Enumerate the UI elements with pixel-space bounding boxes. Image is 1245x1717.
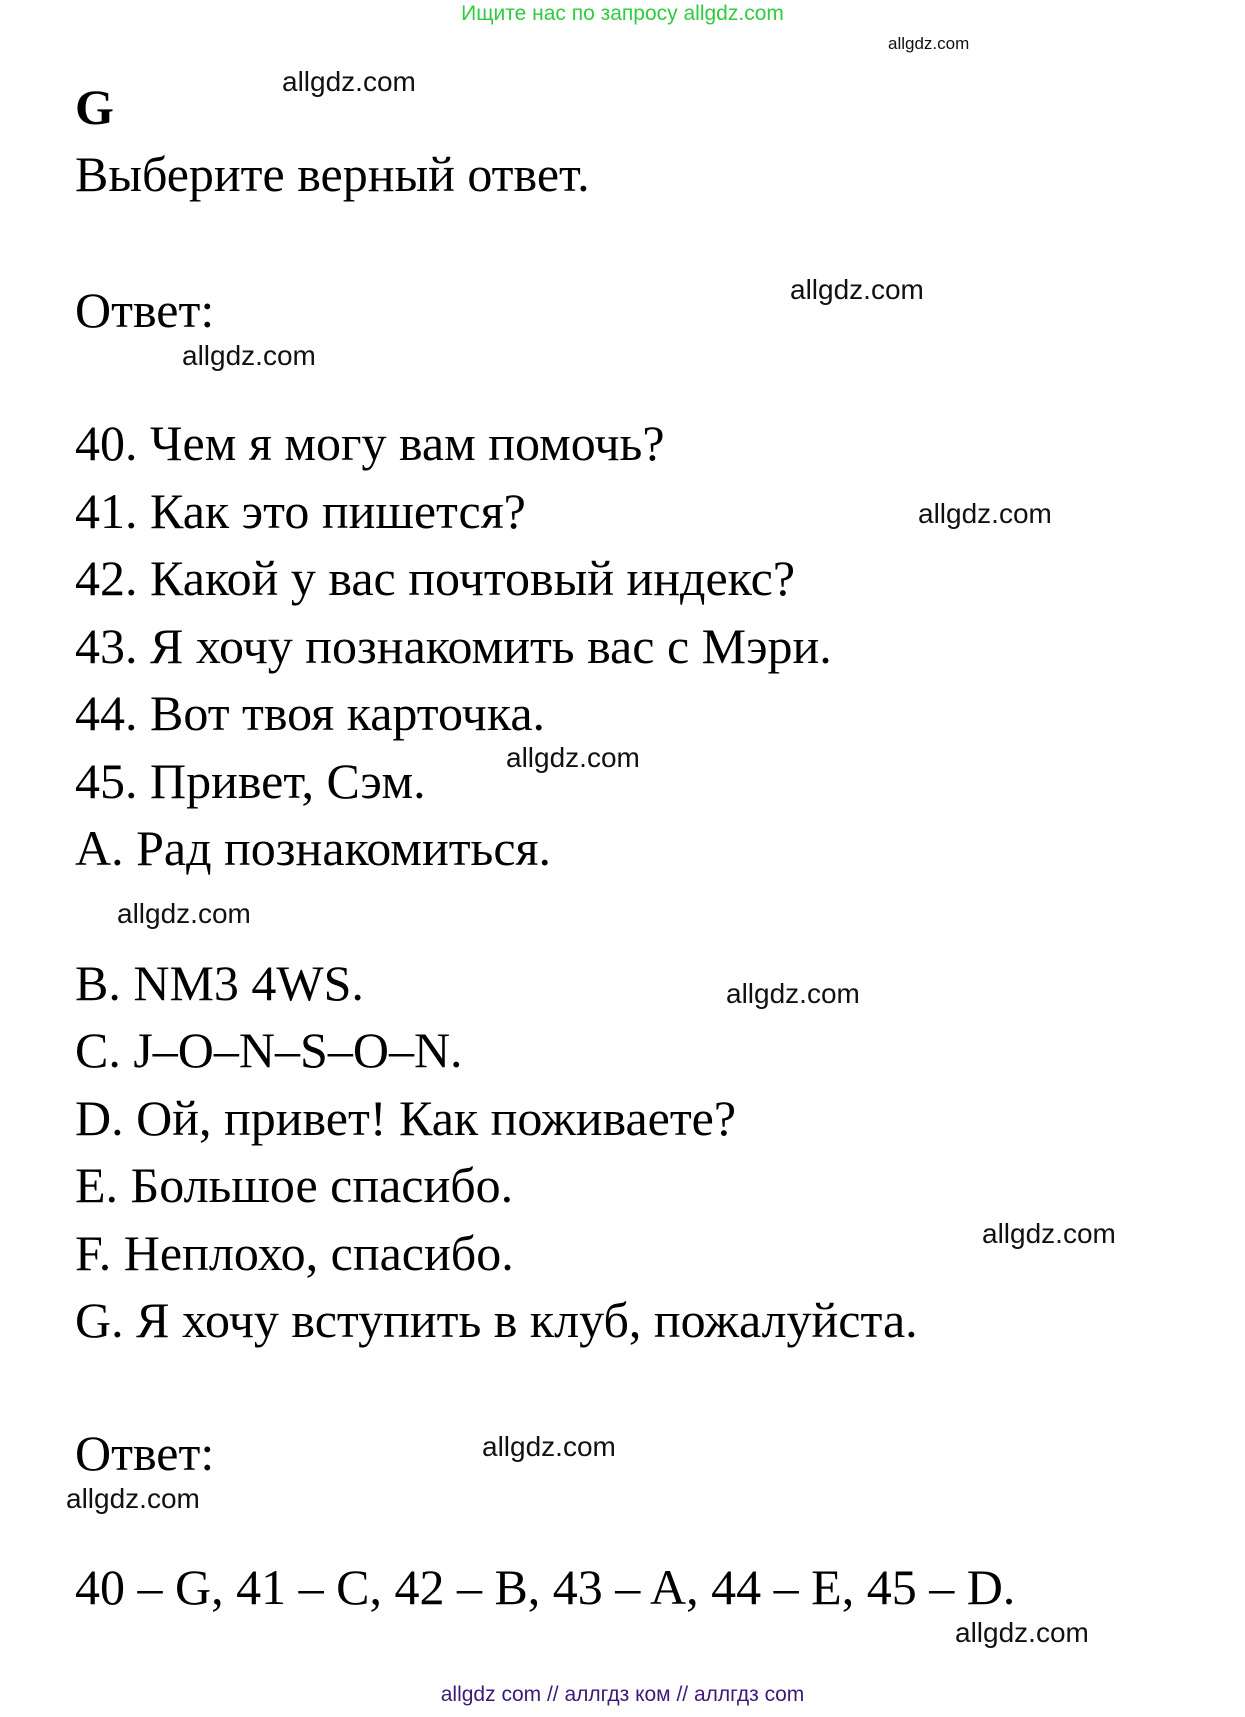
watermark: allgdz.com — [66, 1483, 200, 1514]
watermark: allgdz.com — [726, 978, 860, 1009]
watermark: allgdz.com — [117, 898, 251, 929]
bottom-banner-link[interactable]: allgdz com // аллгдз ком // аллгдз com — [440, 1683, 805, 1706]
option-item: E. Большое спасибо. — [75, 1157, 514, 1213]
watermark: allgdz.com — [955, 1617, 1089, 1648]
option-item: G. Я хочу вступить в клуб, пожалуйста. — [75, 1292, 918, 1348]
question-item: 45. Привет, Сэм. — [75, 753, 426, 809]
watermark: allgdz.com — [506, 742, 640, 773]
top-banner-link[interactable]: Ищите нас по запросу allgdz.com — [461, 2, 784, 25]
question-item: 44. Вот твоя карточка. — [75, 685, 546, 741]
watermark: allgdz.com — [790, 274, 924, 305]
answer-text: 40 – G, 41 – C, 42 – B, 43 – A, 44 – E, 45 – D. — [75, 1559, 1016, 1615]
option-item: F. Неплохо, спасибо. — [75, 1225, 514, 1281]
watermark: allgdz.com — [918, 498, 1052, 529]
section-letter: G — [75, 79, 114, 135]
watermark: allgdz.com — [282, 66, 416, 97]
question-item: 41. Как это пишется? — [75, 483, 526, 539]
question-item: 40. Чем я могу вам помочь? — [75, 415, 665, 471]
question-item: 42. Какой у вас почтовый индекс? — [75, 550, 796, 606]
answer-label: Ответ: — [75, 1425, 215, 1481]
watermark: allgdz.com — [888, 34, 970, 53]
answer-label: Ответ: — [75, 282, 215, 338]
watermark: allgdz.com — [182, 340, 316, 371]
watermark: allgdz.com — [482, 1431, 616, 1462]
option-item: C. J–O–N–S–O–N. — [75, 1022, 463, 1078]
option-item: B. NM3 4WS. — [75, 955, 364, 1011]
watermark: allgdz.com — [982, 1218, 1116, 1249]
question-item: 43. Я хочу познакомить вас с Мэри. — [75, 618, 832, 674]
option-item: D. Ой, привет! Как поживаете? — [75, 1090, 737, 1146]
instruction: Выберите верный ответ. — [75, 146, 590, 202]
option-item: A. Рад познакомиться. — [75, 820, 552, 876]
